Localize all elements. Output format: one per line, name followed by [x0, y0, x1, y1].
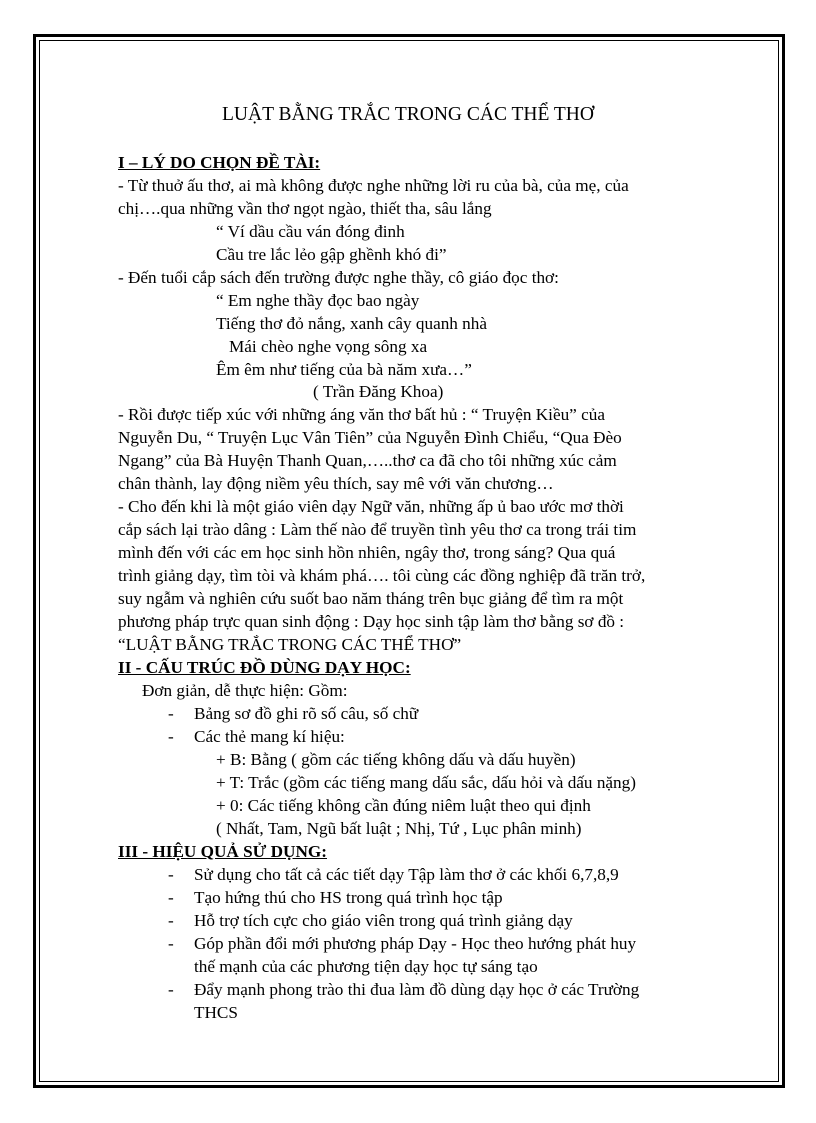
- paragraph-line: suy ngẫm và nghiên cứu suốt bao năm tháng trên bục giảng để tìm ra một: [118, 589, 624, 608]
- bullet-dash: -: [168, 888, 174, 907]
- bullet-dash: -: [168, 980, 174, 999]
- sub-list-item: + B: Bằng ( gồm các tiếng không dấu và dấu huyền): [216, 750, 576, 769]
- poem-line: Mái chèo nghe vọng sông xa: [229, 337, 428, 356]
- bullet-dash: -: [168, 727, 174, 746]
- paragraph-line: chị….qua những vần thơ ngọt ngào, thiết tha, sâu lắng: [118, 199, 492, 218]
- section-1-heading: I – LÝ DO CHỌN ĐỀ TÀI:: [118, 153, 321, 172]
- list-item: Sử dụng cho tất cả các tiết dạy Tập làm thơ ở các khối 6,7,8,9: [194, 865, 619, 884]
- paragraph-line: cắp sách lại trào dâng : Làm thế nào để truyền tình yêu thơ ca trong trái tim: [118, 520, 637, 539]
- poem-line: Cầu tre lắc lẻo gập ghềnh khó đi”: [216, 245, 447, 264]
- paragraph-line: - Cho đến khi là một giáo viên dạy Ngữ văn, những ấp ủ bao ước mơ thời: [118, 497, 624, 516]
- poem-line: “ Em nghe thầy đọc bao ngày: [216, 291, 420, 310]
- sub-list-item: ( Nhất, Tam, Ngũ bất luật ; Nhị, Tứ , Lục phân minh): [216, 819, 582, 838]
- list-item: Tạo hứng thú cho HS trong quá trình học tập: [194, 888, 503, 907]
- list-item: Các thẻ mang kí hiệu:: [194, 727, 345, 746]
- list-item-continuation: thế mạnh của các phương tiện dạy học tự sáng tạo: [194, 957, 538, 976]
- list-item: Bảng sơ đồ ghi rõ số câu, số chữ: [194, 704, 419, 723]
- document-title: LUẬT BẰNG TRẮC TRONG CÁC THỂ THƠ: [222, 104, 594, 125]
- poem-line: Tiếng thơ đỏ nắng, xanh cây quanh nhà: [216, 314, 487, 333]
- paragraph-line: phương pháp trực quan sinh động : Dạy học sinh tập làm thơ bằng sơ đồ :: [118, 612, 625, 631]
- poem-line: Êm êm như tiếng của bà năm xưa…”: [216, 360, 472, 379]
- sub-list-item: + T: Trắc (gồm các tiếng mang dấu sắc, dấu hỏi và dấu nặng): [216, 773, 636, 792]
- bullet-dash: -: [168, 911, 174, 930]
- list-item: Góp phần đổi mới phương pháp Dạy - Học theo hướng phát huy: [194, 934, 637, 953]
- list-item: Đẩy mạnh phong trào thi đua làm đồ dùng dạy học ở các Trường: [194, 980, 640, 999]
- list-item-continuation: THCS: [194, 1003, 238, 1022]
- paragraph-line: Nguyễn Du, “ Truyện Lục Vân Tiên” của Nguyễn Đình Chiểu, “Qua Đèo: [118, 428, 622, 447]
- paragraph-line: trình giảng dạy, tìm tòi và khám phá…. tôi cùng các đồng nghiệp đã trăn trở,: [118, 566, 646, 585]
- section-2-heading: II - CẤU TRÚC ĐỒ DÙNG DẠY HỌC:: [118, 658, 411, 677]
- poem-line: “ Ví dầu cầu ván đóng đinh: [216, 222, 405, 241]
- bullet-dash: -: [168, 704, 174, 723]
- section-3-heading: III - HIỆU QUẢ SỬ DỤNG:: [118, 842, 327, 861]
- bullet-dash: -: [168, 934, 174, 953]
- paragraph-line: mình đến với các em học sinh hồn nhiên, ngây thơ, trong sáng? Qua quá: [118, 543, 616, 562]
- paragraph-line: “LUẬT BẰNG TRẮC TRONG CÁC THỂ THƠ”: [118, 635, 462, 654]
- paragraph-line: - Đến tuổi cắp sách đến trường được nghe thầy, cô giáo đọc thơ:: [118, 268, 559, 287]
- poem-author: ( Trần Đăng Khoa): [313, 382, 444, 401]
- bullet-dash: -: [168, 865, 174, 884]
- paragraph-line: Ngang” của Bà Huyện Thanh Quan,…..thơ ca đã cho tôi những xúc cảm: [118, 451, 617, 470]
- sub-list-item: + 0: Các tiếng không cần đúng niêm luật theo qui định: [216, 796, 591, 815]
- paragraph-line: - Từ thuở ấu thơ, ai mà không được nghe những lời ru của bà, của mẹ, của: [118, 176, 629, 195]
- paragraph-line: - Rồi được tiếp xúc với những áng văn thơ bất hủ : “ Truyện Kiều” của: [118, 405, 605, 424]
- paragraph-line: chân thành, lay động niềm yêu thích, say mê với văn chương…: [118, 474, 554, 493]
- list-item: Hỗ trợ tích cực cho giáo viên trong quá trình giảng dạy: [194, 911, 573, 930]
- section-2-intro: Đơn giản, dễ thực hiện: Gồm:: [142, 681, 348, 700]
